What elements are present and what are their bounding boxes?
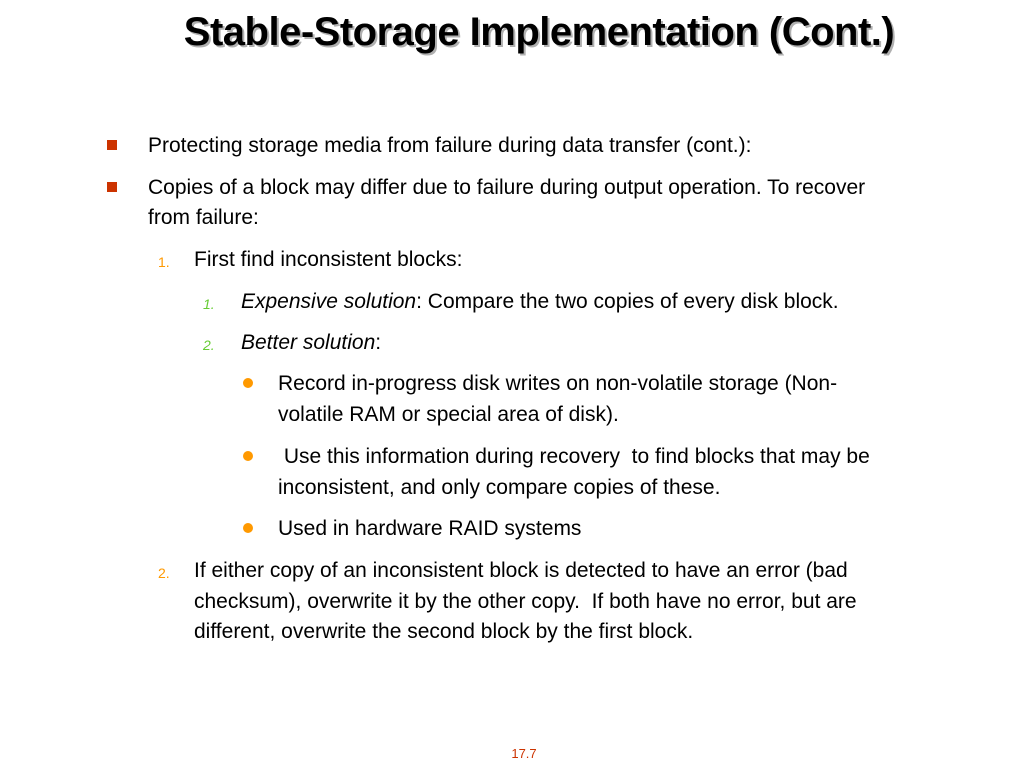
point-3-line1: Used in hardware RAID systems bbox=[278, 517, 582, 540]
step-number-1: 1. bbox=[158, 254, 170, 270]
sub-text-2-emphasis: Better solution bbox=[241, 331, 376, 354]
point-2-line2: inconsistent, and only compare copies of these. bbox=[278, 476, 721, 499]
square-bullet-icon bbox=[107, 140, 117, 150]
sub-text-1-emphasis: Expensive solution bbox=[241, 290, 417, 313]
sub-text-1-rest: : Compare the two copies of every disk block. bbox=[416, 290, 839, 313]
page-number: 17.7 bbox=[511, 746, 537, 761]
square-bullet-icon bbox=[107, 182, 117, 192]
slide-title: Stable-Storage Implementation (Cont.) bbox=[183, 10, 895, 54]
bullet-text-2-line2: from failure: bbox=[148, 206, 259, 229]
dot-bullet-icon bbox=[243, 523, 253, 533]
step-text-2-line1: If either copy of an inconsistent block is detected to have an error (bad bbox=[194, 559, 848, 582]
dot-bullet-icon bbox=[243, 378, 253, 388]
sub-number-2: 2. bbox=[203, 337, 215, 353]
sub-text-2-rest: : bbox=[375, 331, 382, 354]
step-text-1: First find inconsistent blocks: bbox=[194, 248, 463, 271]
sub-text-2 bbox=[241, 327, 381, 358]
sub-number-1: 1. bbox=[203, 296, 215, 312]
step-text-2-line2: checksum), overwrite it by the other copy. If both have no error, but are bbox=[194, 590, 857, 613]
point-2-line1: Use this information during recovery to find blocks that may be bbox=[278, 445, 870, 468]
point-1-line1: Record in-progress disk writes on non-volatile storage (Non- bbox=[278, 372, 838, 395]
dot-bullet-icon bbox=[243, 451, 253, 461]
bullet-text-1: Protecting storage media from failure during data transfer (cont.): bbox=[148, 134, 752, 157]
step-text-2-line3: different, overwrite the second block by the first block. bbox=[194, 620, 694, 643]
step-number-2: 2. bbox=[158, 565, 170, 581]
sub-text-1 bbox=[241, 286, 839, 317]
point-1-line2: volatile RAM or special area of disk). bbox=[278, 403, 619, 426]
bullet-text-2-line1: Copies of a block may differ due to failure during output operation. To recover bbox=[148, 176, 866, 199]
